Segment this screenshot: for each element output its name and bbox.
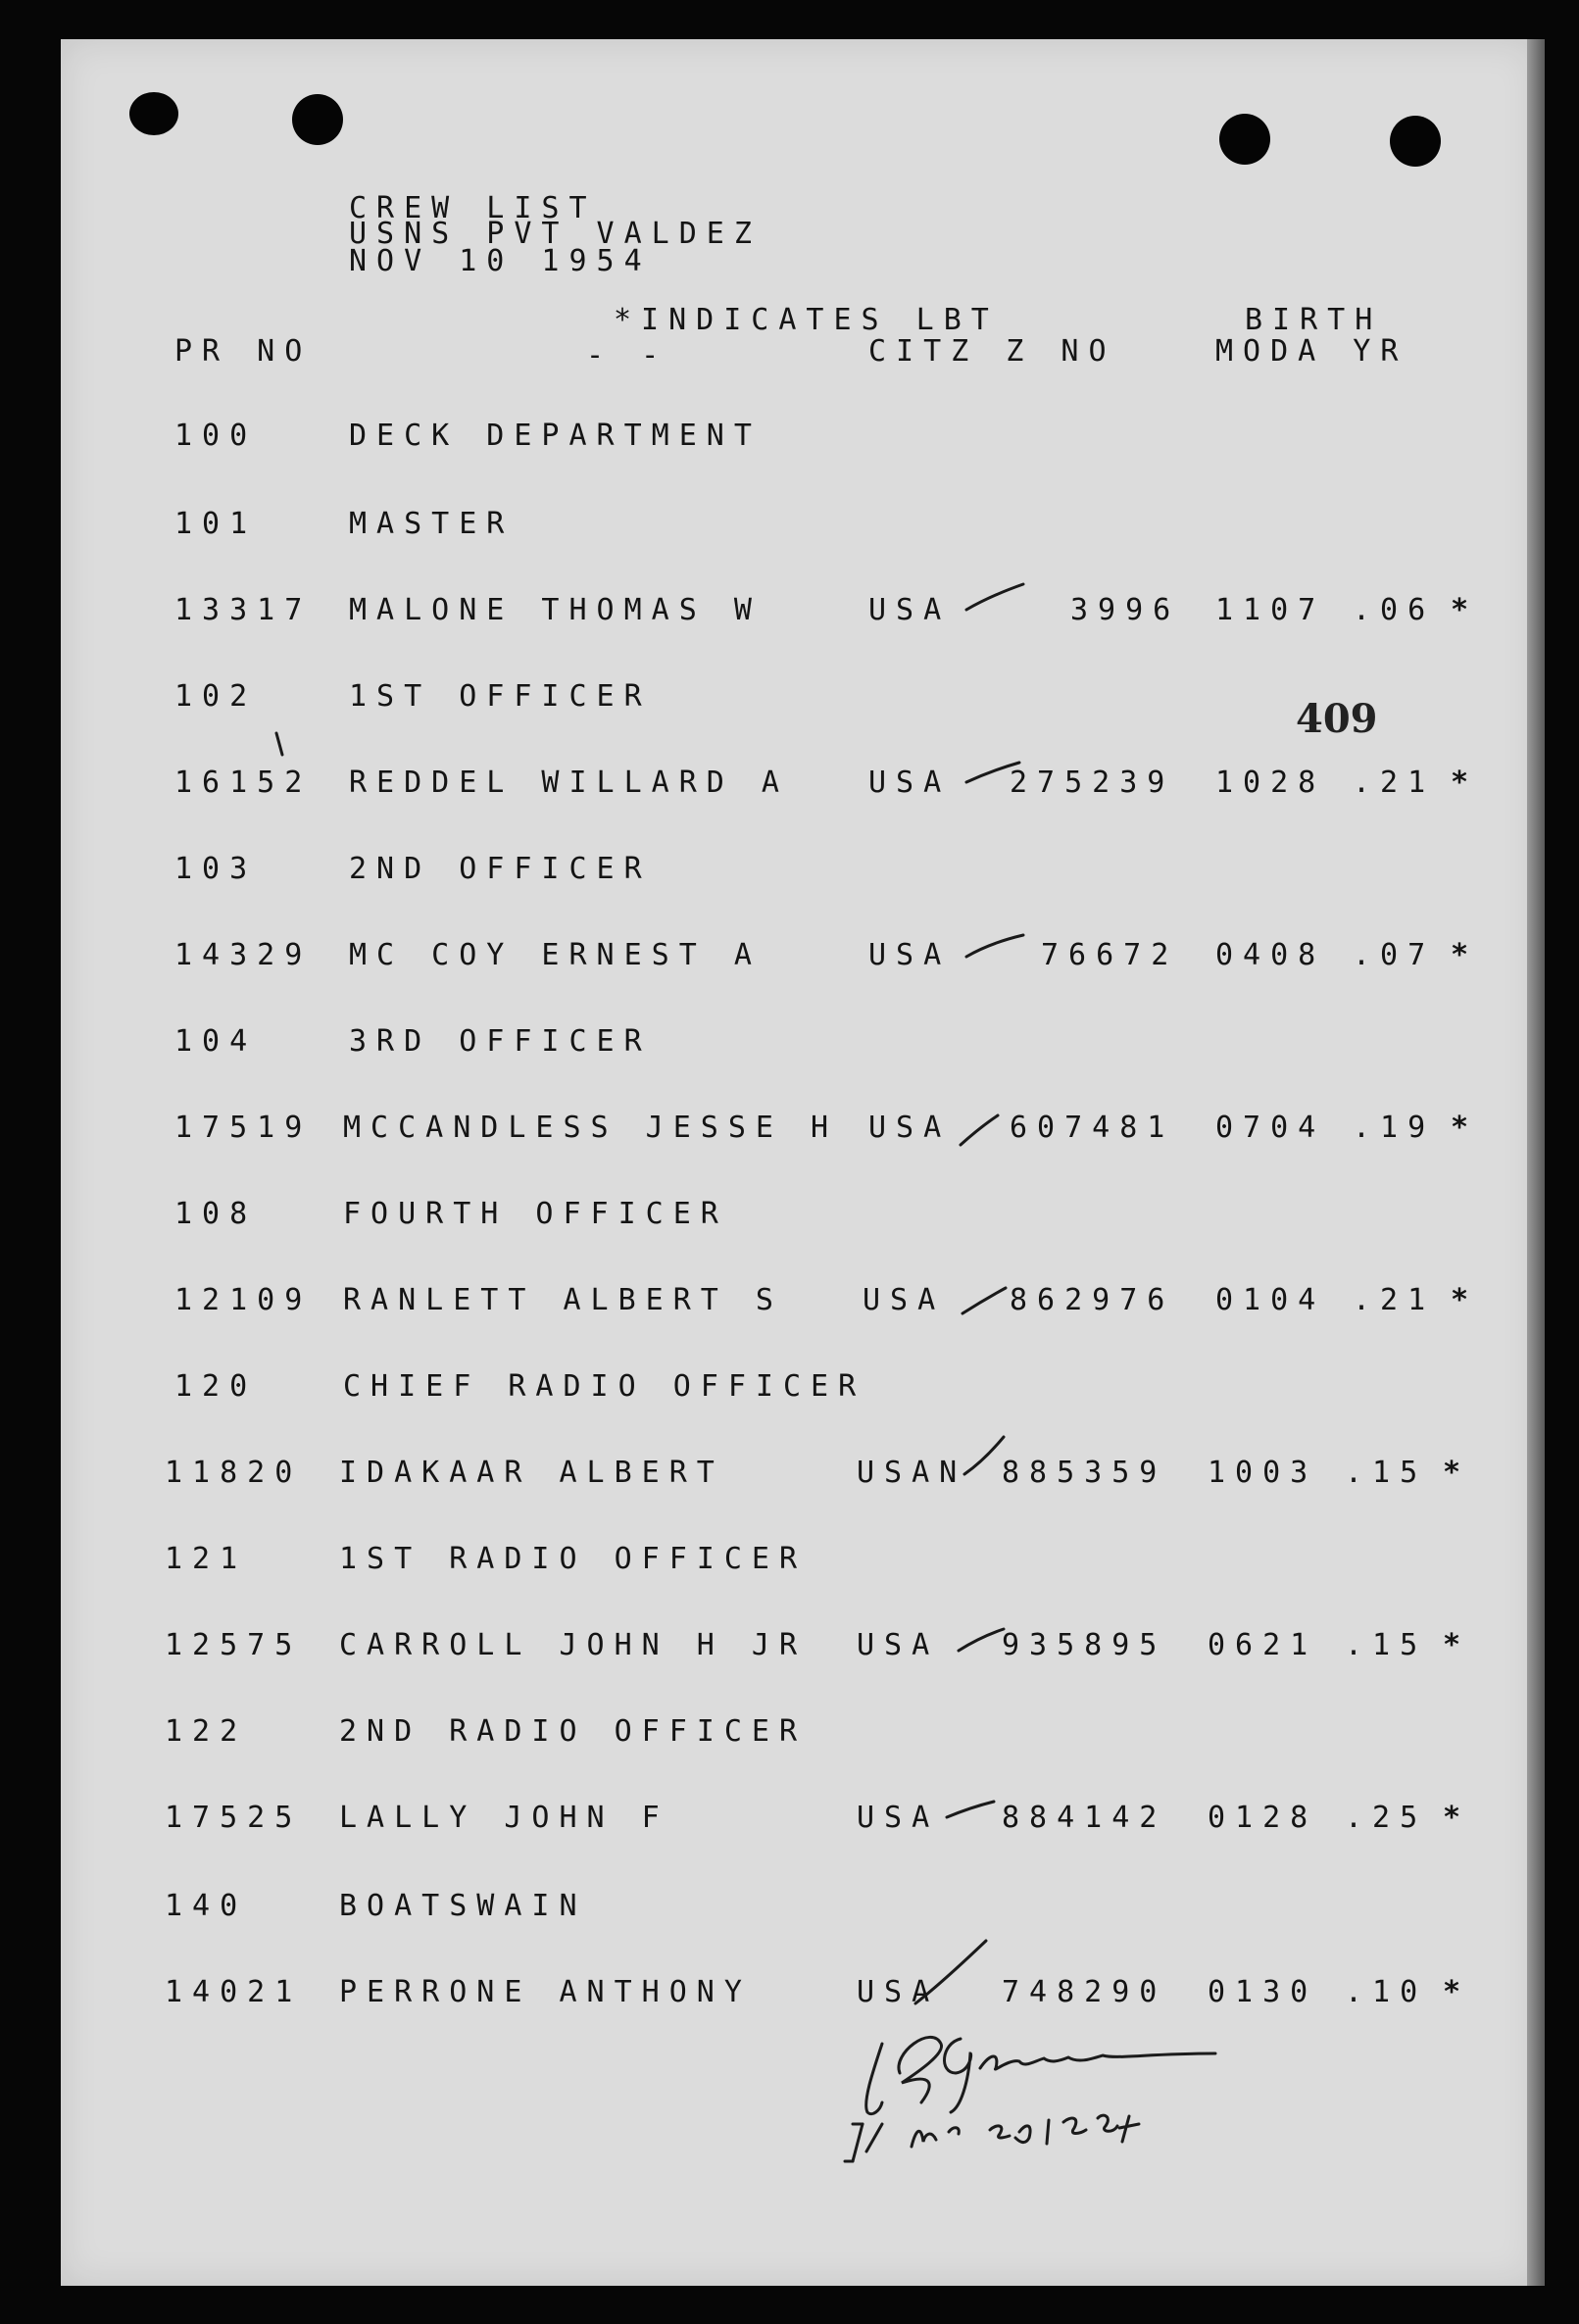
check-mark (964, 1437, 1004, 1474)
row-yr: .25 (1345, 1801, 1428, 1835)
row-yr: .21 (1353, 1283, 1436, 1317)
row-moda: 0128 (1208, 1801, 1318, 1835)
row-pr: 13317 (174, 593, 313, 627)
row-citz: USAN (857, 1456, 967, 1490)
row-yr: .07 (1353, 938, 1436, 972)
row-desc: MALONE THOMAS W (349, 593, 762, 627)
row-moda: 0408 (1215, 938, 1326, 972)
check-mark (959, 1629, 1004, 1651)
row-desc: CARROLL JOHN H JR (339, 1628, 808, 1662)
row-moda: 0621 (1208, 1628, 1318, 1662)
lbt-mark: * (1451, 1283, 1469, 1317)
check-mark (966, 935, 1023, 957)
check-mark (961, 1115, 998, 1145)
row-pr: 100 (174, 419, 258, 453)
row-pr: 12109 (174, 1283, 313, 1317)
row-desc: 2ND RADIO OFFICER (339, 1714, 808, 1749)
header-pr-no: PR NO (174, 334, 313, 369)
row-desc: MC COY ERNEST A (349, 938, 762, 972)
row-pr: 120 (174, 1369, 258, 1404)
row-pr: 16152 (174, 766, 313, 800)
row-moda: 0704 (1215, 1111, 1326, 1145)
row-pr: 140 (165, 1889, 248, 1923)
row-citz: USA (857, 1628, 940, 1662)
row-pr: 108 (174, 1197, 258, 1231)
lbt-mark: * (1443, 1975, 1461, 2009)
row-moda: 1028 (1215, 766, 1326, 800)
row-citz: USA (868, 593, 952, 627)
row-citz: USA (857, 1801, 940, 1835)
row-pr: 17525 (165, 1801, 303, 1835)
row-pr: 11820 (165, 1456, 303, 1490)
row-zno: 76672 (1041, 938, 1179, 972)
row-citz: USA (857, 1975, 940, 2009)
row-desc: CHIEF RADIO OFFICER (343, 1369, 866, 1404)
check-mark (276, 733, 282, 755)
lbt-mark: * (1443, 1456, 1461, 1490)
check-mark (962, 1288, 1006, 1313)
row-citz: USA (868, 766, 952, 800)
row-pr: 14021 (165, 1975, 303, 2009)
lbt-mark: * (1443, 1801, 1461, 1835)
header-indicates: *INDICATES LBT (614, 303, 999, 337)
check-mark (966, 584, 1023, 610)
row-zno: 884142 (1002, 1801, 1167, 1835)
lbt-mark: * (1451, 1111, 1469, 1145)
row-desc: BOATSWAIN (339, 1889, 587, 1923)
row-pr: 103 (174, 852, 258, 886)
row-zno: 862976 (1010, 1283, 1175, 1317)
row-desc: 1ST OFFICER (349, 679, 652, 714)
row-citz: USA (863, 1283, 946, 1317)
row-pr: 12575 (165, 1628, 303, 1662)
signature-block (823, 2014, 1333, 2181)
signature-image (823, 2014, 1333, 2181)
row-citz: USA (868, 938, 952, 972)
row-desc: FOURTH OFFICER (343, 1197, 728, 1231)
row-pr: 102 (174, 679, 258, 714)
row-desc: DECK DEPARTMENT (349, 419, 762, 453)
page-number: 409 (1296, 696, 1378, 742)
row-pr: 122 (165, 1714, 248, 1749)
row-pr: 101 (174, 507, 258, 541)
row-desc: 1ST RADIO OFFICER (339, 1542, 808, 1576)
row-zno: 275239 (1010, 766, 1175, 800)
row-desc: IDAKAAR ALBERT (339, 1456, 724, 1490)
row-citz: USA (868, 1111, 952, 1145)
row-pr: 121 (165, 1542, 248, 1576)
row-zno: 935895 (1002, 1628, 1167, 1662)
row-yr: .21 (1353, 766, 1436, 800)
row-moda: 0104 (1215, 1283, 1326, 1317)
row-pr: 14329 (174, 938, 313, 972)
header-citz: CITZ Z NO (868, 334, 1116, 369)
row-zno: 3996 (1070, 593, 1181, 627)
row-zno: 607481 (1010, 1111, 1175, 1145)
row-desc: REDDEL WILLARD A (349, 766, 789, 800)
header-title: CREW LIST (349, 191, 597, 225)
header-birth: BIRTH (1245, 303, 1383, 337)
lbt-mark: * (1451, 938, 1469, 972)
header-moda-yr: MODA YR (1215, 334, 1408, 369)
row-yr: .06 (1353, 593, 1436, 627)
row-desc: 2ND OFFICER (349, 852, 652, 886)
lbt-mark: * (1451, 593, 1469, 627)
header-ship: USNS PVT VALDEZ (349, 217, 762, 251)
row-desc: MCCANDLESS JESSE H (343, 1111, 839, 1145)
header-dash: - - (586, 338, 669, 372)
lbt-mark: * (1451, 766, 1469, 800)
row-yr: .15 (1345, 1628, 1428, 1662)
row-yr: .15 (1345, 1456, 1428, 1490)
lbt-mark: * (1443, 1628, 1461, 1662)
row-pr: 104 (174, 1024, 258, 1059)
row-moda: 1107 (1215, 593, 1326, 627)
row-desc: MASTER (349, 507, 515, 541)
row-moda: 0130 (1208, 1975, 1318, 2009)
row-zno: 885359 (1002, 1456, 1167, 1490)
row-moda: 1003 (1208, 1456, 1318, 1490)
row-yr: .19 (1353, 1111, 1436, 1145)
header-date: NOV 10 1954 (349, 244, 652, 278)
row-yr: .10 (1345, 1975, 1428, 2009)
check-mark (966, 763, 1019, 782)
check-mark (915, 1941, 986, 2003)
row-desc: 3RD OFFICER (349, 1024, 652, 1059)
row-zno: 748290 (1002, 1975, 1167, 2009)
row-desc: PERRONE ANTHONY (339, 1975, 752, 2009)
row-pr: 17519 (174, 1111, 313, 1145)
check-mark (947, 1802, 994, 1817)
row-desc: RANLETT ALBERT S (343, 1283, 783, 1317)
row-desc: LALLY JOHN F (339, 1801, 669, 1835)
